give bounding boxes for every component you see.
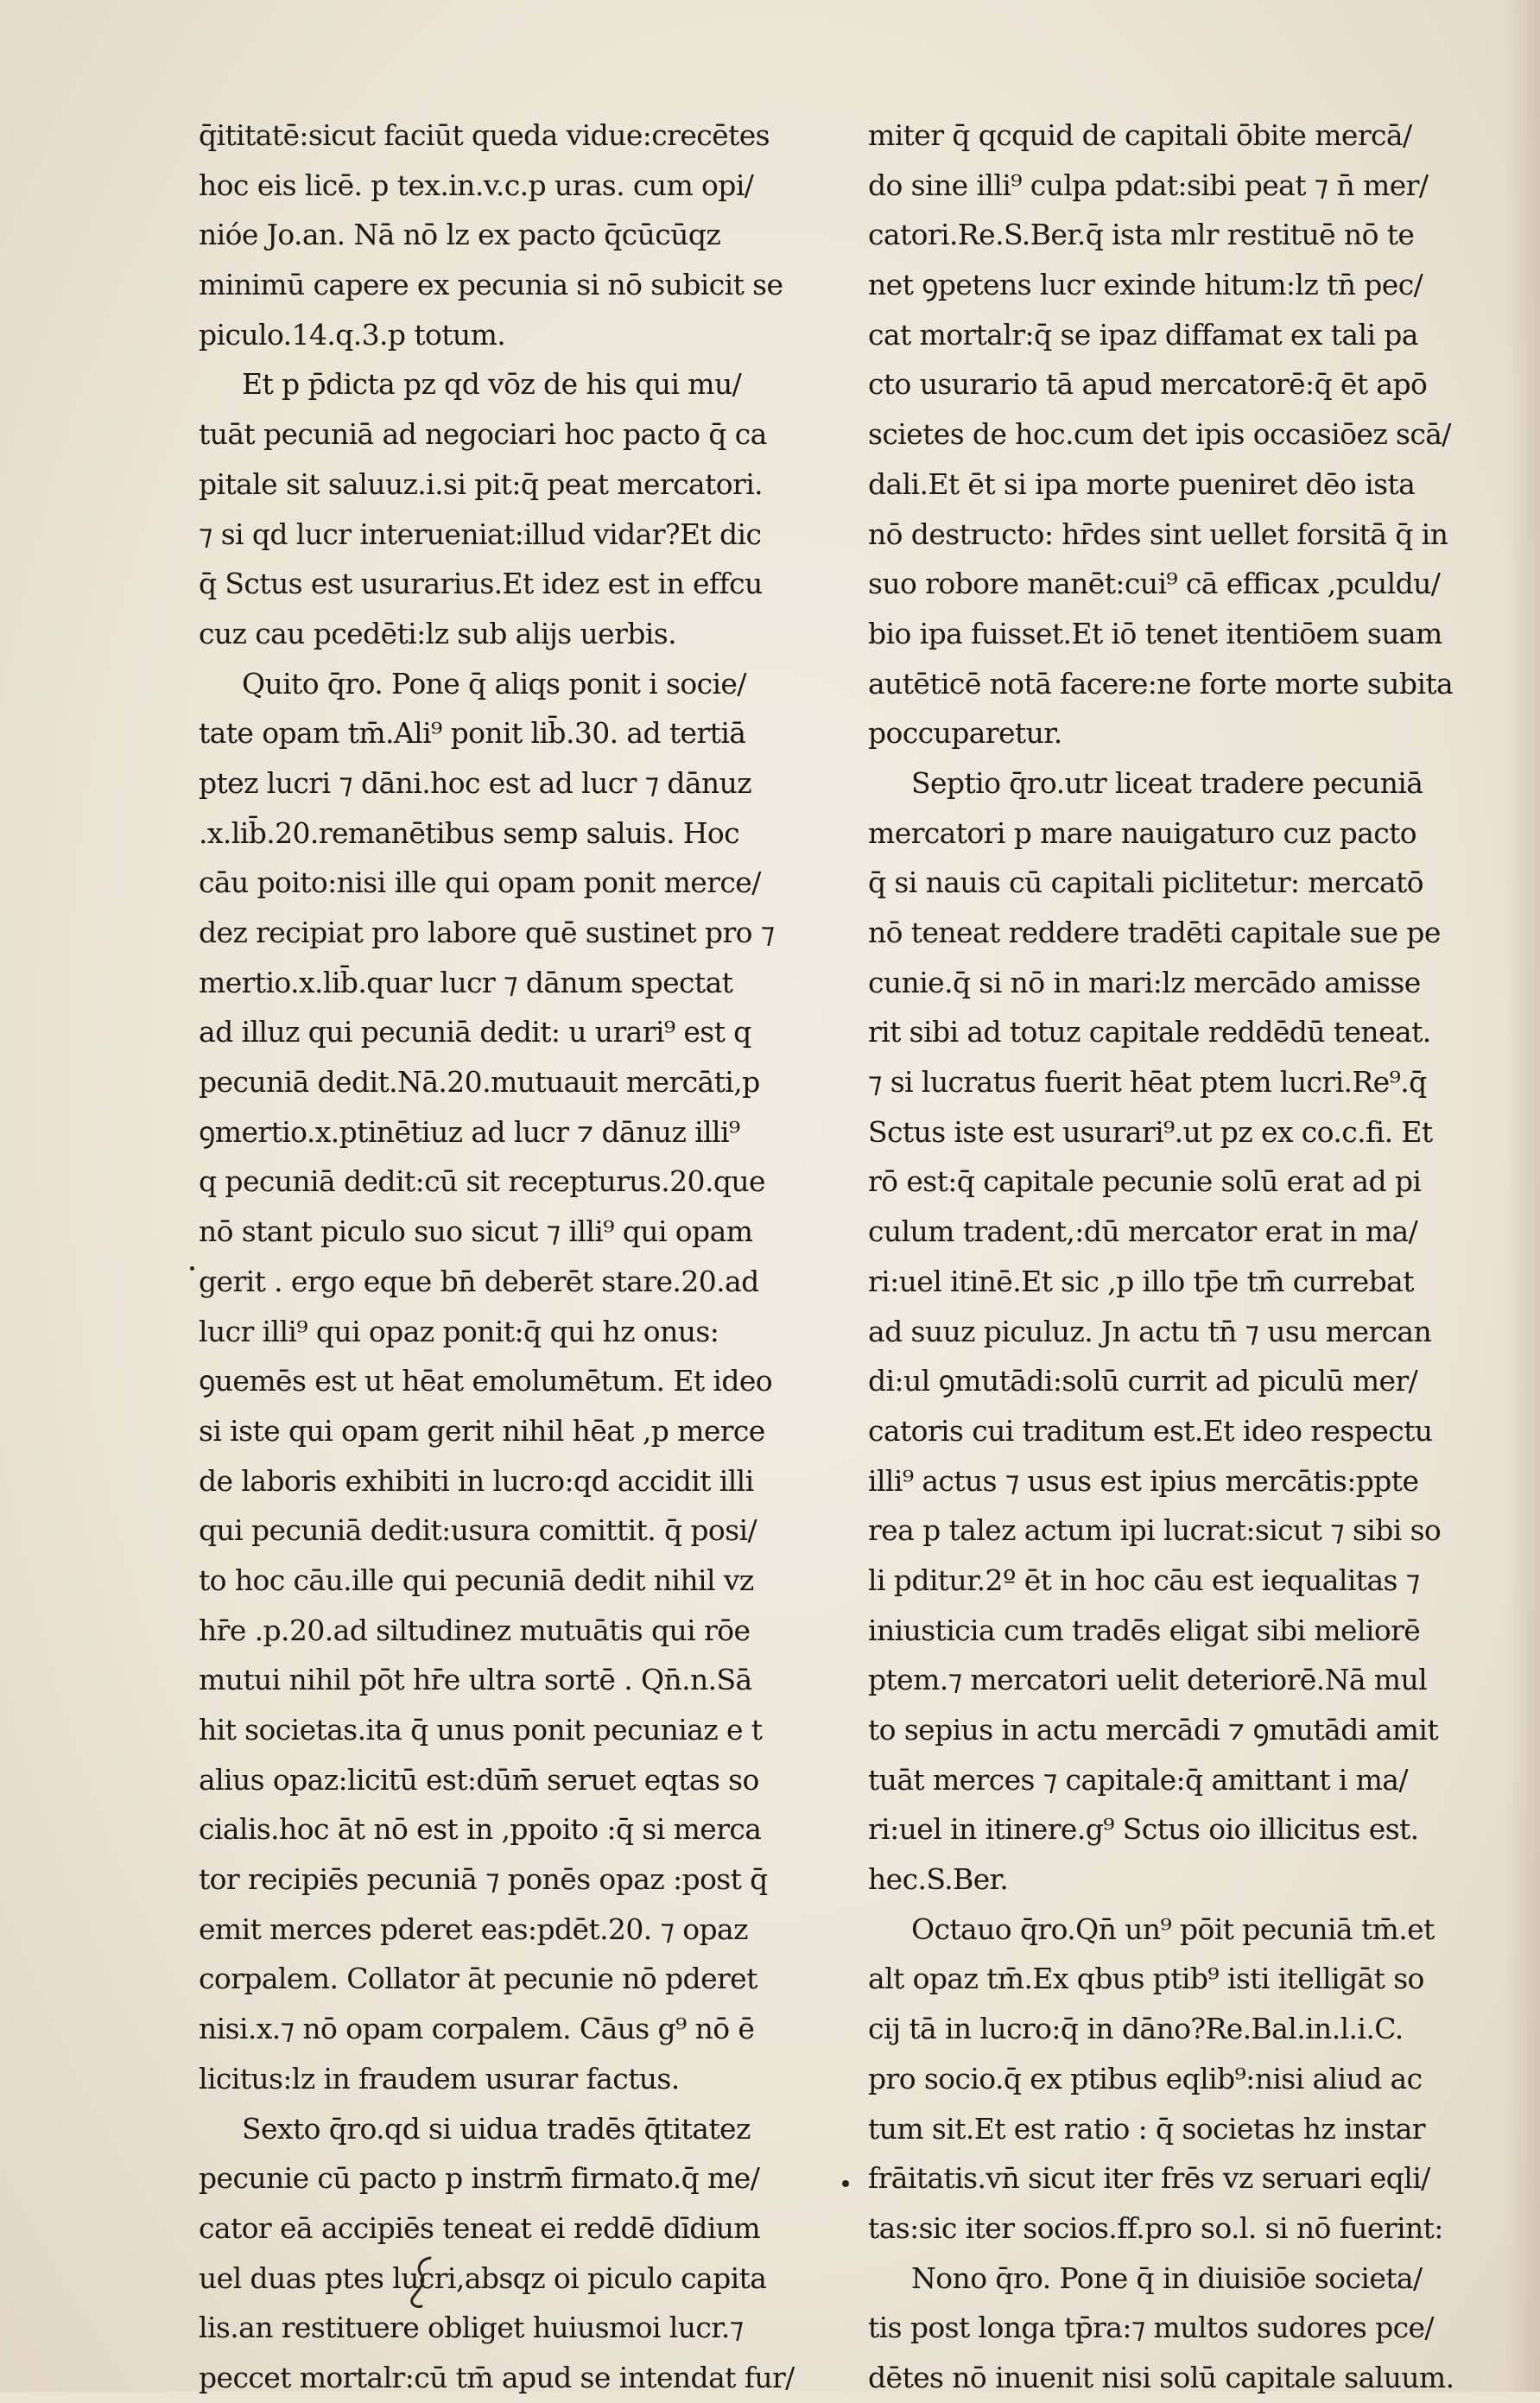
text-line: catori.Re.S.Ber.q̄ ista mlr restituē nō te (868, 218, 1415, 252)
text-line: si iste qui opam gerit nihil hēat ,p merce (199, 1413, 765, 1448)
text-line: frāitatis.vn̄ sicut iter frēs vz seruari eqli/ (868, 2161, 1430, 2196)
text-line: scietes de hoc.cum det ipis occasiōez scā/ (868, 417, 1451, 452)
text-line: cator eā accipiēs teneat ei reddē dīdium (199, 2210, 761, 2245)
text-line: cāu poito:nisi ille qui opam ponit merce/ (199, 865, 761, 900)
text-line: ꝯuemēs est ut hēat emolumētum. Et ideo (199, 1364, 773, 1398)
text-line: ad suuz piculuz. Jn actu tn̄ ⁊ usu mercan (868, 1314, 1432, 1348)
text-line: uel duas ptes lucri,absqz oi piculo capita (199, 2260, 767, 2295)
text-line: pecunie cū pacto p instrm̄ firmato.q̄ me/ (199, 2161, 760, 2196)
text-line: q pecuniā dedit:cū sit recepturus.20.que (199, 1164, 765, 1199)
text-line: Sexto q̄ro.qd si uidua tradēs q̄titatez (242, 2111, 751, 2146)
text-line: hr̄e .p.20.ad siltudinez mutuātis qui rōe (199, 1613, 751, 1647)
text-line: q̄ititatē:sicut faciūt queda vidue:crecētes (199, 118, 770, 152)
text-line: catoris cui traditum est.Et ideo respectu (868, 1413, 1433, 1448)
text-line: emit merces pderet eas:pdēt.20. ⁊ opaz (199, 1912, 748, 1946)
text-line: dez recipiat pro labore quē sustinet pro ⁊ (199, 916, 775, 949)
text-line: tas:sic iter socios.ff.pro so.l. si nō fuerint: (868, 2210, 1443, 2245)
text-line: q̄ si nauis cū capitali piclitetur: mercatō (868, 865, 1423, 900)
text-line: hoc eis licē. p tex.in.v.c.p uras. cum opi/ (199, 168, 754, 202)
text-line: Septio q̄ro.utr liceat tradere pecuniā (911, 765, 1423, 800)
text-line: cuz cau pcedēti:lz sub alijs uerbis. (199, 616, 676, 650)
text-line: Octauo q̄ro.Qn̄ un⁹ pōit pecuniā tm̄.et (911, 1912, 1435, 1946)
text-line: mutui nihil pōt hr̄e ultra sortē . Qn̄.n.Sā (199, 1663, 752, 1697)
text-line: mercatori p mare nauigaturo cuz pacto (868, 815, 1417, 850)
text-line: cij tā in lucro:q̄ in dāno?Re.Bal.in.l.i.C. (868, 2012, 1404, 2046)
text-line: ri:uel itinē.Et sic ,p illo tp̄e tm̄ currebat (868, 1264, 1414, 1298)
text-line: to hoc cāu.ille qui pecuniā dedit nihil vz (199, 1563, 754, 1597)
text-line: ptez lucri ⁊ dāni.hoc est ad lucr ⁊ dānuz (199, 765, 752, 800)
text-line: net ꝯpetens lucr exinde hitum:lz tn̄ pec/ (868, 268, 1423, 302)
text-line: cat mortalr:q̄ se ipaz diffamat ex tali pa (868, 317, 1418, 352)
text-line: autēticē notā facere:ne forte morte subita (868, 666, 1454, 701)
text-line: do sine illi⁹ culpa pdat:sibi peat ⁊ n̄ mer/ (868, 168, 1429, 202)
text-line: miter q̄ qcquid de capitali ōbite mercā/ (868, 118, 1412, 152)
text-line: iniusticia cum tradēs eligat sibi meliorē (868, 1613, 1421, 1647)
text-line: nō teneat reddere tradēti capitale sue pe (868, 916, 1441, 949)
binding-shadow (1505, 0, 1540, 2392)
text-line: poccuparetur. (868, 716, 1062, 751)
text-line: mertio.x.lib̄.quar lucr ⁊ dānum spectat (199, 965, 733, 999)
text-line: minimū capere ex pecunia si nō subicit se (199, 268, 783, 302)
text-line: cunie.q̄ si nō in mari:lz mercādo amisse (868, 965, 1421, 999)
text-line: Et p p̄dicta pz qd vōz de his qui mu/ (242, 367, 742, 402)
text-line: suo robore manēt:cui⁹ cā efficax ,pculdu/ (868, 567, 1441, 601)
text-line: rit sibi ad totuz capitale reddēdū teneat. (868, 1015, 1431, 1049)
text-line: ptem.⁊ mercatori uelit deteriorē.Nā mul (868, 1663, 1428, 1697)
text-line: Nono q̄ro. Pone q̄ in diuisiōe societa/ (911, 2260, 1423, 2295)
text-line: qui pecuniā dedit:usura comittit. q̄ posi/ (199, 1513, 757, 1548)
text-line: pecuniā dedit.Nā.20.mutuauit mercāti,p (199, 1065, 760, 1100)
text-line: tum sit.Et est ratio : q̄ societas hz instar (868, 2111, 1425, 2146)
text-line: ⁊ si lucratus fuerit hēat ptem lucri.Re⁹.q̄ (868, 1065, 1427, 1100)
text-line: bio ipa fuisset.Et iō tenet itentiōem suam (868, 616, 1442, 650)
text-line: hec.S.Ber. (868, 1862, 1009, 1897)
text-line: culum tradent,:dū mercator erat in ma/ (868, 1214, 1418, 1249)
text-line: dētes nō inuenit nisi solū capitale saluum. (868, 2360, 1454, 2394)
text-line: hit societas.ita q̄ unus ponit pecuniaz e t (199, 1713, 763, 1747)
text-line: pro socio.q̄ ex ptibus eqlib⁹:nisi aliud ac (868, 2061, 1423, 2095)
text-line: pitale sit saluuz.i.si pit:q̄ peat mercatori. (199, 466, 764, 501)
text-line: ꝯmertio.x.ptinētiuz ad lucr ⁊ dānuz illi⁹ (199, 1114, 740, 1149)
text-line: alt opaz tm̄.Ex qbus ptib⁹ isti itelligāt so (868, 1962, 1424, 1996)
text-line: illi⁹ actus ⁊ usus est ipius mercātis:ppte (868, 1463, 1419, 1498)
text-line: nō stant piculo suo sicut ⁊ illi⁹ qui opam (199, 1214, 753, 1249)
text-line: dali.Et ēt si ipa morte pueniret dēo ista (868, 466, 1416, 501)
text-line: ri:uel in itinere.g⁹ Sctus oio illicitus est. (868, 1812, 1419, 1847)
text-line: q̄ Sctus est usurarius.Et idez est in effcu (199, 567, 763, 601)
text-line: tuāt merces ⁊ capitale:q̄ amittant i ma/ (868, 1762, 1408, 1797)
text-line: nióe Jo.an. Nā nō lz ex pacto q̄cūcūqz (199, 218, 721, 252)
text-line: piculo.14.q.3.p totum. (199, 317, 506, 352)
text-line: tuāt pecuniā ad negociari hoc pacto q̄ ca (199, 417, 767, 452)
text-line: cialis.hoc āt nō est in ,ppoito :q̄ si merca (199, 1812, 762, 1847)
text-line: corpalem. Collator āt pecunie nō pderet (199, 1962, 757, 1996)
right-text-column (868, 111, 1474, 2403)
text-line: peccet mortalr:cū tm̄ apud se intendat fur/ (199, 2360, 795, 2394)
text-line: licitus:lz in fraudem usurar factus. (199, 2061, 680, 2095)
text-line: .x.lib̄.20.remanētibus semp saluis. Hoc (199, 815, 740, 850)
left-text-column (199, 111, 838, 2403)
text-line: tate opam tm̄.Ali⁹ ponit lib̄.30. ad tertiā (199, 716, 746, 751)
text-line: nisi.x.⁊ nō opam corpalem. Cāus g⁹ nō ē (199, 2012, 755, 2046)
text-line: lis.an restituere obliget huiusmoi lucr.⁊ (199, 2311, 744, 2345)
text-line: ad illuz qui pecuniā dedit: u urari⁹ est q (199, 1015, 751, 1049)
text-line: ⁊ si qd lucr interueniat:illud vidar?Et dic (199, 517, 762, 551)
ink-dot-mark (842, 2180, 849, 2187)
text-line: gerit . ergo eque bn̄ deberēt stare.20.ad (199, 1264, 759, 1298)
text-line: Quito q̄ro. Pone q̄ aliqs ponit i socie/ (242, 666, 746, 701)
text-line: de laboris exhibiti in lucro:qd accidit illi (199, 1463, 754, 1498)
text-line: Sctus iste est usurari⁹.ut pz ex co.c.fi. Et (868, 1114, 1433, 1149)
text-line: alius opaz:licitū est:dūm̄ seruet eqtas so (199, 1762, 759, 1797)
text-line: rō est:q̄ capitale pecunie solū erat ad pi (868, 1164, 1422, 1199)
margin-tick-mark (190, 1266, 194, 1271)
text-line: tis post longa tp̄ra:⁊ multos sudores pce/ (868, 2311, 1434, 2345)
text-line: to sepius in actu mercādi ⁊ ꝯmutādi amit (868, 1713, 1438, 1747)
text-line: li pditur.2º ēt in hoc cāu est iequalitas ⁊ (868, 1563, 1420, 1597)
text-line: nō destructo: hr̄des sint uellet forsitā q̄ in (868, 517, 1448, 551)
text-line: di:ul ꝯmutādi:solū currit ad piculū mer/ (868, 1364, 1418, 1398)
text-line: tor recipiēs pecuniā ⁊ ponēs opaz :post q̄ (199, 1862, 768, 1897)
text-line: lucr illi⁹ qui opaz ponit:q̄ qui hz onus: (199, 1314, 719, 1348)
text-line: rea p talez actum ipi lucrat:sicut ⁊ sibi so (868, 1513, 1442, 1548)
text-line: cto usurario tā apud mercatorē:q̄ ēt apō (868, 367, 1428, 402)
ink-flourish-mark (404, 2253, 447, 2313)
